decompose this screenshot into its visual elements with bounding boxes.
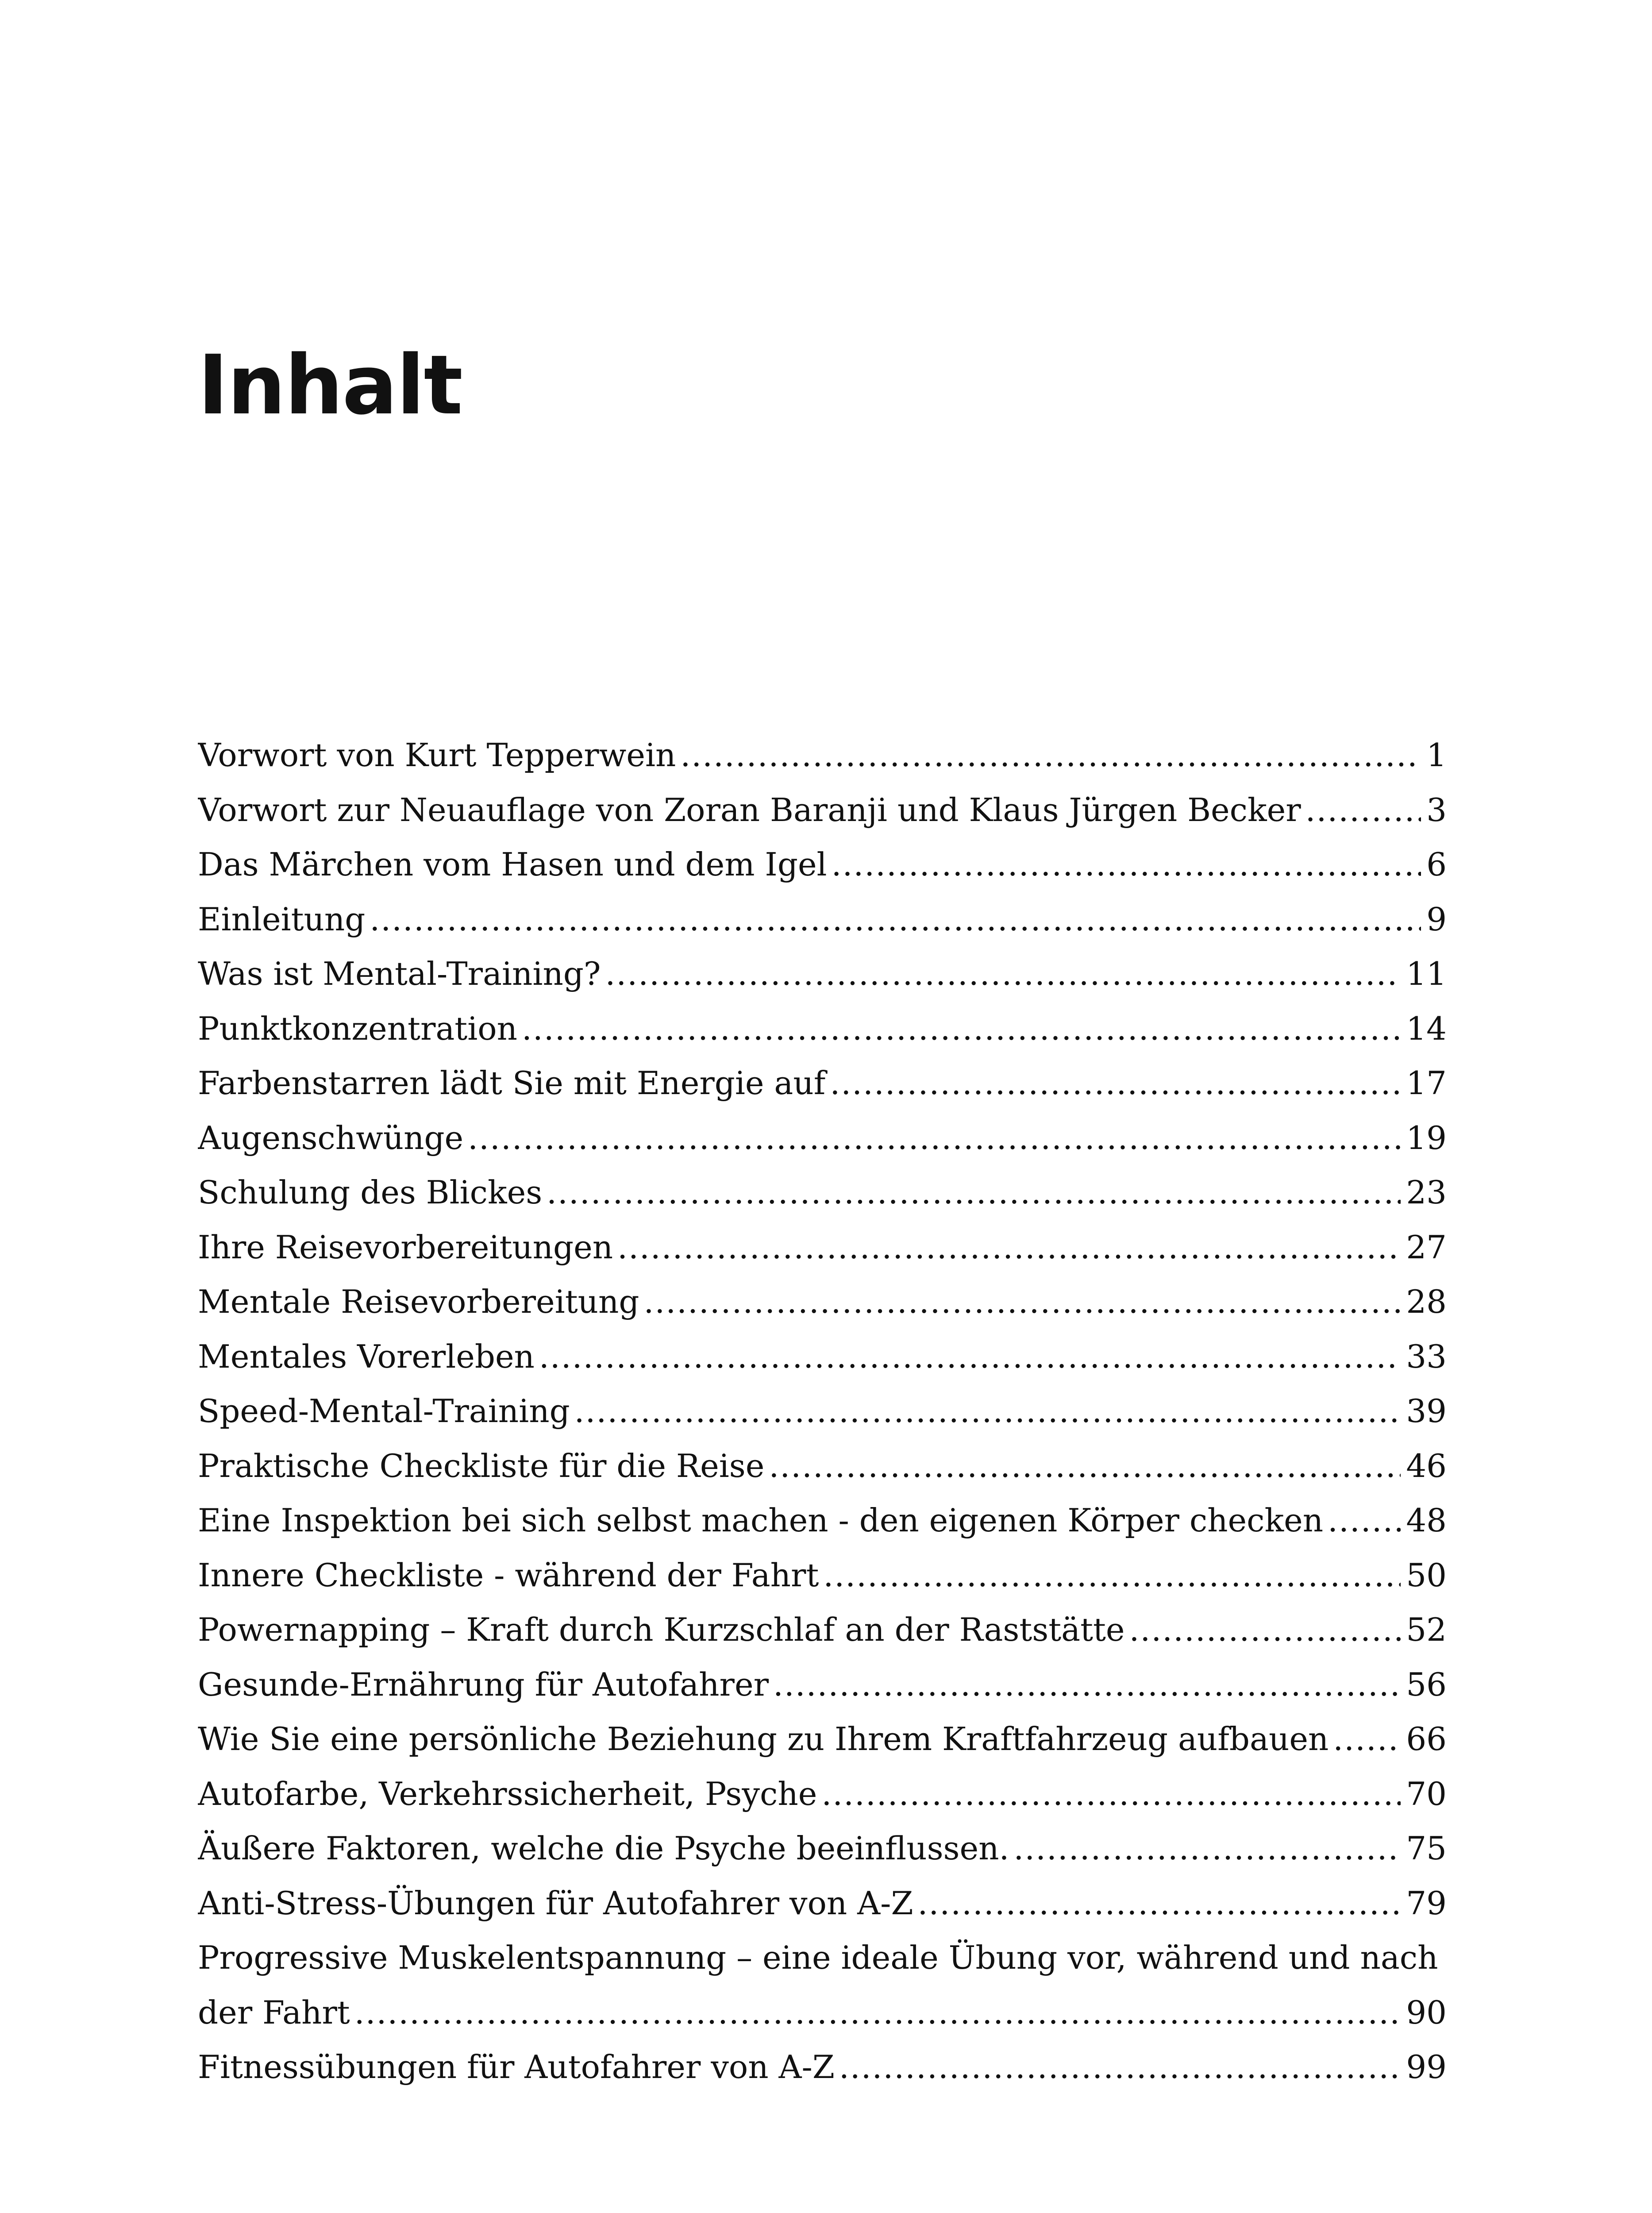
toc-leader-dots [839,2040,1401,2095]
toc-entry-page: 48 [1406,1502,1447,1539]
toc-entry-page: 75 [1406,1830,1447,1867]
toc-leader-dots [617,1220,1401,1275]
toc-entry-page: 9 [1426,900,1447,938]
toc-entry-line2[interactable] [198,1986,1447,2040]
toc-entry-title: Gesunde-Ernährung für Autofahrer [198,1666,769,1703]
toc-leader-dots [1129,1603,1401,1658]
toc-entry-title: Augenschwünge [198,1119,464,1157]
toc-entry-page: 66 [1406,1720,1447,1758]
toc-leader-dots [1305,783,1421,838]
toc-leader-dots [1013,1821,1401,1876]
toc-entry-page: 46 [1406,1447,1447,1484]
toc-leader-dots [522,1002,1401,1056]
toc-leader-dots [547,1165,1401,1220]
toc-entry[interactable] [198,1658,1447,1712]
toc-entry-page: 14 [1406,1010,1447,1047]
toc-leader-dots [370,892,1421,947]
toc-entry[interactable] [198,947,1447,1002]
toc-entry[interactable] [198,1876,1447,1931]
toc-entry[interactable] [198,728,1447,783]
toc-entry-page: 70 [1406,1775,1447,1812]
toc-entry-page: 99 [1406,2048,1447,2086]
toc-entry-page: 11 [1406,955,1447,992]
toc-leader-dots [539,1330,1401,1384]
toc-leader-dots [769,1439,1401,1494]
toc-entry-page: 6 [1426,846,1447,883]
toc-leader-dots [643,1275,1401,1330]
toc-entry-title: Powernapping – Kraft durch Kurzschlaf an der Raststätte [198,1611,1125,1648]
toc-entry-title: Farbenstarren lädt Sie mit Energie auf [198,1064,826,1102]
page-title: Inhalt [198,337,462,433]
toc-entry[interactable] [198,783,1447,838]
toc-entry-title: Was ist Mental-Training? [198,955,601,992]
toc-entry-title: Schulung des Blickes [198,1174,543,1211]
toc-entry-title: Fitnessübungen für Autofahrer von A-Z [198,2048,835,2086]
toc-entry-title: Äußere Faktoren, welche die Psyche beeinflussen. [198,1830,1009,1867]
table-of-contents [198,728,1447,2095]
toc-entry[interactable] [198,1002,1447,1056]
toc-entry[interactable] [198,2040,1447,2095]
toc-entry-title: Mentales Vorerleben [198,1338,535,1375]
toc-entry[interactable] [198,1493,1447,1548]
toc-entry-page: 90 [1406,1993,1447,2031]
toc-entry-page: 33 [1406,1338,1447,1375]
toc-entry-page: 19 [1406,1119,1447,1157]
toc-entry-title: Innere Checkliste - während der Fahrt [198,1556,819,1594]
toc-entry-page: 56 [1406,1666,1447,1703]
toc-leader-dots [918,1876,1401,1931]
toc-entry-page: 39 [1406,1392,1447,1430]
toc-entry-page: 3 [1426,791,1447,829]
toc-entry[interactable] [198,1821,1447,1876]
toc-entry-page: 1 [1426,736,1447,774]
toc-entry[interactable] [198,1603,1447,1658]
toc-entry-title: Punktkonzentration [198,1010,517,1047]
toc-entry-title: Progressive Muskelentspannung – eine ideale Übung vor, während und nach [198,1939,1438,1976]
toc-leader-dots [468,1111,1401,1166]
toc-entry-page: 79 [1406,1884,1447,1922]
toc-entry-title: Speed-Mental-Training [198,1392,570,1430]
toc-entry-page: 27 [1406,1228,1447,1266]
toc-leader-dots [830,1056,1401,1111]
toc-leader-dots [1328,1493,1401,1548]
toc-entry-line1[interactable] [198,1931,1447,1986]
toc-entry-page: 50 [1406,1556,1447,1594]
toc-leader-dots [823,1548,1401,1603]
toc-entry-title: Praktische Checkliste für die Reise [198,1447,765,1484]
toc-entry-title: Anti-Stress-Übungen für Autofahrer von A-Z [198,1884,913,1922]
toc-entry[interactable] [198,1111,1447,1166]
toc-entry[interactable] [198,1056,1447,1111]
toc-entry-title: Vorwort zur Neuauflage von Zoran Baranji und Klaus Jürgen Becker [198,791,1301,829]
toc-entry-title: Wie Sie eine persönliche Beziehung zu Ihrem Kraftfahrzeug aufbauen [198,1720,1329,1758]
toc-entry-title: Vorwort von Kurt Tepperwein [198,736,676,774]
toc-leader-dots [605,947,1401,1002]
toc-entry[interactable] [198,1330,1447,1384]
toc-entry-title-continued: der Fahrt [198,1993,350,2031]
toc-entry[interactable] [198,1767,1447,1822]
toc-entry-title: Autofarbe, Verkehrssicherheit, Psyche [198,1775,817,1812]
toc-entry[interactable] [198,1548,1447,1603]
toc-leader-dots [680,728,1421,783]
toc-entry-title: Eine Inspektion bei sich selbst machen - den eigenen Körper checken [198,1502,1324,1539]
toc-entry[interactable] [198,1439,1447,1494]
toc-entry-page: 17 [1406,1064,1447,1102]
toc-entry[interactable] [198,1275,1447,1330]
toc-leader-dots [821,1767,1401,1822]
toc-leader-dots [574,1384,1401,1439]
toc-entry[interactable] [198,1712,1447,1767]
toc-entry-title: Mentale Reisevorbereitung [198,1283,639,1320]
toc-entry-title: Das Märchen vom Hasen und dem Igel [198,846,827,883]
toc-leader-dots [1333,1712,1401,1767]
toc-entry-page: 52 [1406,1611,1447,1648]
toc-entry-title: Einleitung [198,900,366,938]
toc-entry[interactable] [198,1165,1447,1220]
toc-leader-dots [773,1658,1401,1712]
toc-entry-title: Ihre Reisevorbereitungen [198,1228,613,1266]
toc-entry-page: 28 [1406,1283,1447,1320]
toc-entry[interactable] [198,1220,1447,1275]
toc-entry-page: 23 [1406,1174,1447,1211]
toc-entry[interactable] [198,837,1447,892]
toc-leader-dots [354,1986,1401,2040]
toc-leader-dots [832,837,1421,892]
toc-entry[interactable] [198,892,1447,947]
toc-entry[interactable] [198,1384,1447,1439]
